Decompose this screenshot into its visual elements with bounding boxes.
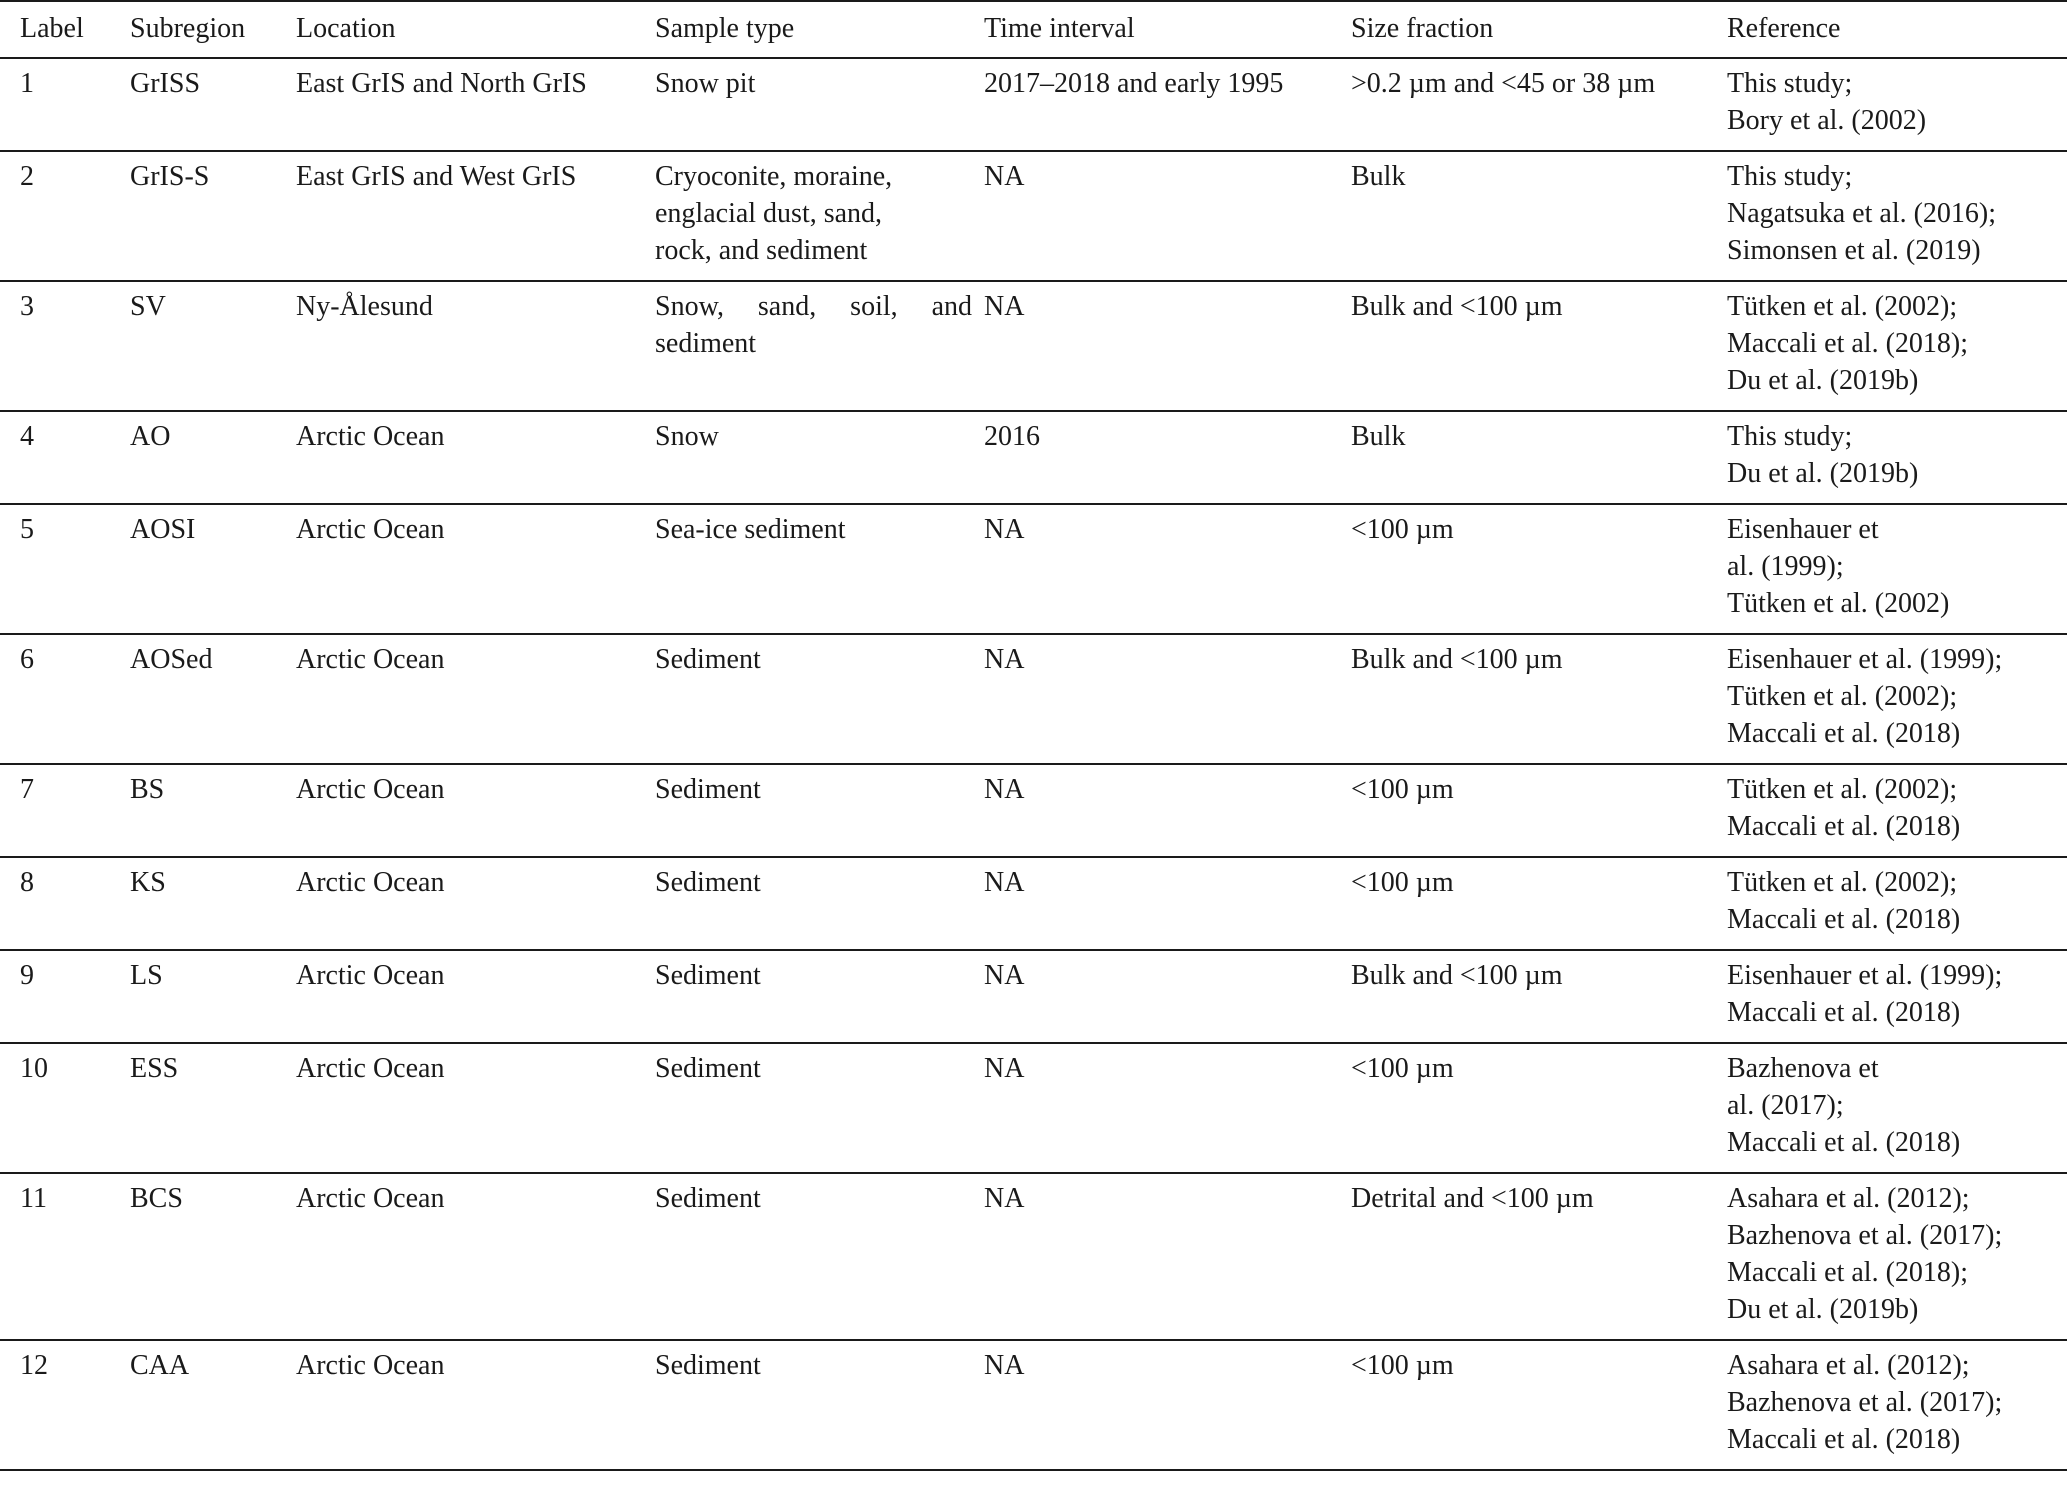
cell-size-fraction: Bulk and <100 µm: [1351, 291, 1563, 322]
cell-label: 8: [20, 867, 34, 898]
header-location: Location: [296, 13, 396, 44]
cell-time-interval: NA: [984, 514, 1025, 545]
table-row: [0, 411, 2067, 504]
reference-line: Bazhenova et al. (2017);: [1727, 1387, 2003, 1418]
sample-type-line: Snow: [655, 421, 719, 452]
sample-type-line: Sediment: [655, 1350, 761, 1381]
cell-time-interval: 2017–2018 and early 1995: [984, 68, 1284, 99]
cell-reference: [1727, 151, 2067, 281]
cell-sample-type: [655, 58, 984, 151]
sample-type-line: Sediment: [655, 867, 761, 898]
sample-type-line: Cryoconite, moraine,: [655, 161, 893, 192]
reference-line: Du et al. (2019b): [1727, 458, 1919, 489]
cell-location: East GrIS and North GrIS: [296, 68, 587, 99]
cell-size-fraction: <100 µm: [1351, 1350, 1454, 1381]
reference-line: This study;: [1727, 421, 1853, 452]
header-label: Label: [20, 13, 84, 44]
reference-line: Eisenhauer et al. (1999);: [1727, 960, 2003, 991]
reference-line: Du et al. (2019b): [1727, 365, 1919, 396]
header-row: [0, 1, 2067, 58]
cell-reference: [1727, 504, 2067, 634]
cell-location: Arctic Ocean: [296, 1183, 445, 1214]
cell-location: Ny-Ålesund: [296, 291, 433, 322]
cell-reference: [1727, 1173, 2067, 1340]
cell-label: 6: [20, 644, 34, 675]
reference-line: Nagatsuka et al. (2016);: [1727, 198, 1997, 229]
cell-time-interval: NA: [984, 960, 1025, 991]
cell-label: 1: [20, 68, 34, 99]
reference-line: Tütken et al. (2002);: [1727, 681, 1958, 712]
cell-subregion: LS: [130, 960, 163, 991]
cell-location: Arctic Ocean: [296, 960, 445, 991]
cell-location: Arctic Ocean: [296, 1350, 445, 1381]
reference-line: Bazhenova et: [1727, 1053, 1879, 1084]
cell-location: Arctic Ocean: [296, 514, 445, 545]
table-row: [0, 1043, 2067, 1173]
reference-line: Tütken et al. (2002);: [1727, 774, 1958, 805]
cell-subregion: AOSed: [130, 644, 213, 675]
reference-line: Maccali et al. (2018): [1727, 1424, 1961, 1455]
cell-reference: [1727, 1340, 2067, 1470]
cell-time-interval: NA: [984, 774, 1025, 805]
cell-time-interval: NA: [984, 161, 1025, 192]
cell-location: Arctic Ocean: [296, 774, 445, 805]
table-row: [0, 1340, 2067, 1470]
cell-subregion: BS: [130, 774, 165, 805]
reference-line: Maccali et al. (2018);: [1727, 328, 1969, 359]
cell-subregion: SV: [130, 291, 166, 322]
table-row: [0, 634, 2067, 764]
cell-reference: [1727, 950, 2067, 1043]
cell-reference: [1727, 764, 2067, 857]
cell-size-fraction: <100 µm: [1351, 514, 1454, 545]
cell-size-fraction: <100 µm: [1351, 867, 1454, 898]
cell-size-fraction: Bulk: [1351, 421, 1406, 452]
sample-type-line: rock, and sediment: [655, 235, 868, 266]
sample-type-line: Sediment: [655, 960, 761, 991]
header-subregion: Subregion: [130, 13, 246, 44]
cell-location: Arctic Ocean: [296, 421, 445, 452]
cell-location: Arctic Ocean: [296, 644, 445, 675]
cell-sample-type: [655, 950, 984, 1043]
cell-subregion: GrISS: [130, 68, 201, 99]
table-body: [0, 58, 2067, 1470]
cell-label: 10: [20, 1053, 48, 1084]
cell-size-fraction: Bulk and <100 µm: [1351, 960, 1563, 991]
reference-line: Maccali et al. (2018): [1727, 1127, 1961, 1158]
cell-label: 9: [20, 960, 34, 991]
reference-line: Asahara et al. (2012);: [1727, 1183, 1970, 1214]
reference-line: Maccali et al. (2018): [1727, 811, 1961, 842]
sample-type-line: Sediment: [655, 774, 761, 805]
reference-line: This study;: [1727, 68, 1853, 99]
cell-reference: [1727, 281, 2067, 411]
reference-line: This study;: [1727, 161, 1853, 192]
reference-line: Eisenhauer et al. (1999);: [1727, 644, 2003, 675]
reference-line: Tütken et al. (2002);: [1727, 867, 1958, 898]
cell-label: 5: [20, 514, 34, 545]
cell-size-fraction: Bulk and <100 µm: [1351, 644, 1563, 675]
reference-line: Tütken et al. (2002);: [1727, 291, 1958, 322]
cell-label: 12: [20, 1350, 48, 1381]
cell-reference: [1727, 58, 2067, 151]
cell-size-fraction: <100 µm: [1351, 1053, 1454, 1084]
reference-line: Maccali et al. (2018): [1727, 718, 1961, 749]
cell-sample-type: [655, 1043, 984, 1173]
header-time-interval: Time interval: [984, 13, 1135, 44]
cell-size-fraction: <100 µm: [1351, 774, 1454, 805]
cell-reference: [1727, 411, 2067, 504]
cell-sample-type: [655, 1173, 984, 1340]
sample-type-line: Sediment: [655, 1053, 761, 1084]
cell-time-interval: NA: [984, 291, 1025, 322]
sample-type-line: Snow pit: [655, 68, 756, 99]
header-size-fraction: Size fraction: [1351, 13, 1494, 44]
cell-location: Arctic Ocean: [296, 1053, 445, 1084]
cell-time-interval: NA: [984, 1183, 1025, 1214]
table-row: [0, 857, 2067, 950]
sample-type-line: Snow, sand, soil, and: [655, 291, 972, 322]
sample-type-line: Sediment: [655, 1183, 761, 1214]
reference-line: Maccali et al. (2018);: [1727, 1257, 1969, 1288]
reference-line: Eisenhauer et: [1727, 514, 1879, 545]
cell-reference: [1727, 857, 2067, 950]
reference-line: Maccali et al. (2018): [1727, 904, 1961, 935]
table-row: [0, 1173, 2067, 1340]
cell-sample-type: [655, 151, 984, 281]
cell-sample-type: [655, 1340, 984, 1470]
cell-time-interval: NA: [984, 1350, 1025, 1381]
cell-sample-type: [655, 411, 984, 504]
reference-line: al. (2017);: [1727, 1090, 1844, 1121]
reference-line: Tütken et al. (2002): [1727, 588, 1950, 619]
header-sample-type: Sample type: [655, 13, 795, 44]
cell-label: 3: [20, 291, 34, 322]
table-row: [0, 58, 2067, 151]
cell-label: 4: [20, 421, 34, 452]
cell-label: 7: [20, 774, 34, 805]
sample-type-line: englacial dust, sand,: [655, 198, 883, 229]
cell-location: East GrIS and West GrIS: [296, 161, 577, 192]
cell-sample-type: [655, 634, 984, 764]
cell-subregion: CAA: [130, 1350, 190, 1381]
sample-type-line: sediment: [655, 328, 757, 359]
table-row: [0, 151, 2067, 281]
reference-line: Asahara et al. (2012);: [1727, 1350, 1970, 1381]
cell-subregion: AOSI: [130, 514, 196, 545]
cell-size-fraction: Bulk: [1351, 161, 1406, 192]
cell-time-interval: 2016: [984, 421, 1040, 452]
reference-line: Bazhenova et al. (2017);: [1727, 1220, 2003, 1251]
table-row: [0, 950, 2067, 1043]
reference-line: Bory et al. (2002): [1727, 105, 1927, 136]
reference-line: al. (1999);: [1727, 551, 1844, 582]
table-row: [0, 764, 2067, 857]
cell-reference: [1727, 634, 2067, 764]
cell-label: 2: [20, 161, 34, 192]
table-header: [0, 1, 2067, 58]
sample-type-line: Sea-ice sediment: [655, 514, 846, 545]
reference-line: Du et al. (2019b): [1727, 1294, 1919, 1325]
cell-subregion: KS: [130, 867, 166, 898]
cell-subregion: BCS: [130, 1183, 183, 1214]
table-row: [0, 281, 2067, 411]
cell-location: Arctic Ocean: [296, 867, 445, 898]
header-reference: Reference: [1727, 13, 1841, 44]
cell-size-fraction: >0.2 µm and <45 or 38 µm: [1351, 68, 1656, 99]
cell-time-interval: NA: [984, 644, 1025, 675]
reference-line: Simonsen et al. (2019): [1727, 235, 1981, 266]
table-row: [0, 504, 2067, 634]
cell-sample-type: [655, 857, 984, 950]
cell-subregion: GrIS-S: [130, 161, 210, 192]
cell-label: 11: [20, 1183, 47, 1214]
cell-sample-type: [655, 281, 984, 411]
cell-time-interval: NA: [984, 1053, 1025, 1084]
cell-size-fraction: Detrital and <100 µm: [1351, 1183, 1594, 1214]
cell-reference: [1727, 1043, 2067, 1173]
cell-time-interval: NA: [984, 867, 1025, 898]
cell-subregion: AO: [130, 421, 171, 452]
cell-subregion: ESS: [130, 1053, 179, 1084]
cell-sample-type: [655, 504, 984, 634]
reference-line: Maccali et al. (2018): [1727, 997, 1961, 1028]
cell-sample-type: [655, 764, 984, 857]
sample-type-line: Sediment: [655, 644, 761, 675]
